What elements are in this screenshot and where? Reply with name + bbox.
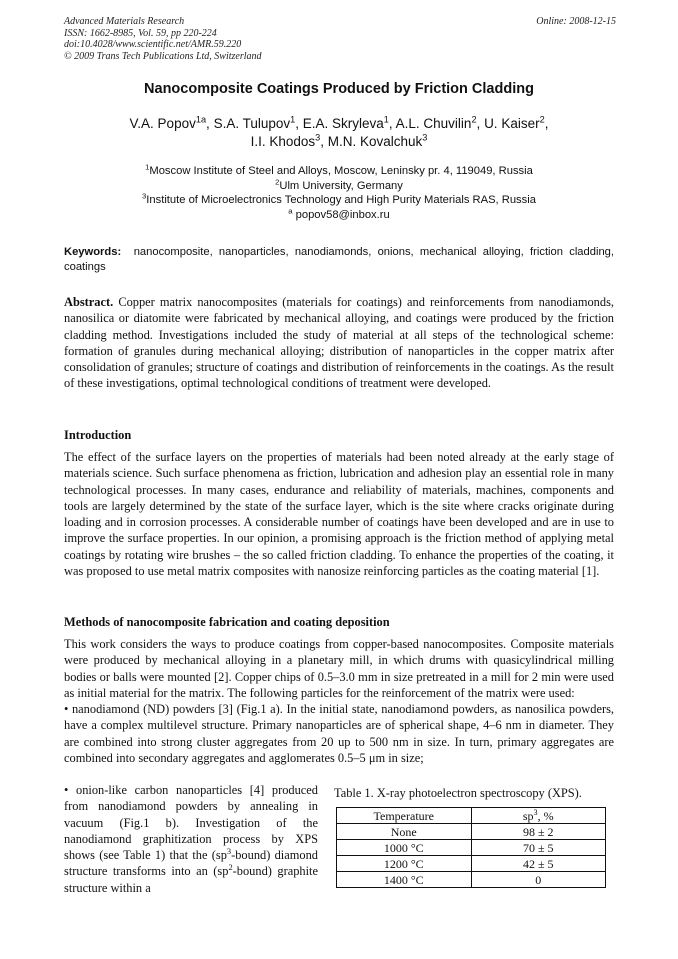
author-sup: 1 (383, 114, 389, 125)
table-row (337, 872, 606, 888)
affil-sup: 2 (275, 176, 280, 186)
affil-sup: 1 (145, 162, 150, 172)
keywords-text: nanocomposite, nanoparticles, nanodiamonds, onions, mechanical alloying, friction cladding, coatings (64, 246, 615, 273)
affiliation-1 (40, 164, 638, 179)
header-sup: 3 (533, 807, 538, 817)
table-row (337, 840, 606, 856)
table-header-sp3 (471, 808, 606, 824)
author: V.A. Popov (129, 116, 196, 131)
table-caption: Table 1. X-ray photoelectron spectroscopy (XPS). (334, 786, 582, 800)
keywords-label: Keywords: (64, 246, 122, 258)
author-sup: 1a (195, 114, 207, 125)
cell-sp3: 98 ± 2 (471, 824, 606, 840)
header-text: , % (537, 808, 554, 823)
cell-sp3: 42 ± 5 (471, 856, 606, 872)
cell-temperature: None (337, 824, 472, 840)
methods-body (64, 636, 614, 766)
cell-temperature: 1200 °C (337, 856, 472, 872)
table-header-row (337, 808, 606, 824)
author: M.N. Kovalchuk (327, 133, 423, 149)
text-sup: 2 (228, 862, 233, 873)
journal-doi: doi:10.4028/www.scientific.net/AMR.59.220 (64, 39, 242, 50)
affiliations (40, 164, 638, 222)
paper-title: Nanocomposite Coatings Produced by Friction Cladding (144, 81, 534, 97)
methods-paragraph-1: This work considers the ways to produce coatings from copper-based nanocomposites. Composite materials were produced by mechanical alloying in a planetary mill, in which drums with quasicylindrical milling bodies or balls were mounted [2]. Copper chips of 0.5–3.0 mm in size pretreated in a mill for 2 min were used as initial material for the matrix. The following particles for the reinforcement of the matrix were used: (64, 637, 614, 700)
affiliation-email (40, 205, 638, 223)
affil-sup: 3 (142, 191, 147, 201)
author-sup: 2 (539, 114, 545, 125)
introduction-text: The effect of the surface layers on the properties of materials had been noted already at the early stage of materials science. Such surface phenomena as friction, lubrication and adhesion play an essential role in many technological processes. In many cases, endurance and reliability of materials, machines, components and tools are largely determined by the state of the surface layer, which is the site where cracks originate during loading and in corrosion processes. A considerable number of coatings have been developed and are in use to improve the surface properties. In our opinion, a promising approach is the friction method of applying metal coatings by rotating wire brushes – the so called friction cladding. To enhance the properties of the coating, it was proposed to use metal matrix composites with nanosize reinforcing particles as the coating material [1]. (64, 450, 614, 579)
text-sup: 3 (226, 846, 232, 857)
affil-sup: a (288, 205, 293, 215)
online-date: Online: 2008-12-15 (536, 16, 616, 27)
abstract (64, 294, 614, 392)
affil-text: Institute of Microelectronics Technology and High Purity Materials RAS, Russia (146, 194, 536, 206)
methods-heading: Methods of nanocomposite fabrication and coating deposition (64, 615, 390, 629)
author-sup: 3 (315, 132, 321, 142)
journal-name: Advanced Materials Research (64, 16, 185, 27)
author: A.L. Chuvilin (395, 116, 472, 131)
journal-header (64, 16, 616, 62)
affil-text: Ulm University, Germany (279, 179, 403, 192)
table-header-temperature: Temperature (337, 808, 472, 824)
table-row (337, 856, 606, 872)
abstract-text: Copper matrix nanocomposites (materials for coatings) and reinforcements from nanodiamonds, nanosilica or diatomite were fabricated by mechanical alloying, and coatings were produced by the friction cladding method. Investigations included the study of material at all steps of the technological scheme: formation of granules during mechanical alloying; distribution of nanoparticles in the copper matrix after consolidation of granules; structure of coatings and distribution of reinforcements in the coatings. As the result of these investigations, optimal technological conditions of treatment were developed. (64, 295, 614, 391)
abstract-label: Abstract. (64, 295, 114, 309)
keywords (64, 245, 614, 274)
email-link[interactable]: popov58@inbox.ru (295, 208, 390, 221)
text-run: -bound) diamond structure transforms into an (sp (64, 848, 318, 879)
affiliation-3 (40, 193, 638, 208)
text-run: • onion-like carbon nanoparticles [4] produced from nanodiamond powders by annealing in vacuum (Fig.1 b). Investigation of the nanodiamond graphitization process by XPS shows (see Table 1) that the (sp (64, 783, 318, 863)
introduction-heading: Introduction (64, 428, 132, 442)
cell-temperature: 1000 °C (337, 840, 472, 856)
header-text: sp (522, 808, 534, 823)
author: S.A. Tulupov (213, 116, 291, 131)
journal-issn: ISSN: 1662-8985, Vol. 59, pp 220-224 (64, 27, 217, 39)
table-row (337, 824, 606, 840)
cell-sp3: 70 ± 5 (471, 840, 606, 856)
affil-text: Moscow Institute of Steel and Alloys, Moscow, Leninsky pr. 4, 119049, Russia (149, 165, 533, 177)
author: U. Kaiser (484, 116, 540, 131)
journal-copyright: © 2009 Trans Tech Publications Ltd, Switzerland (64, 50, 262, 62)
methods-paragraph-2: • nanodiamond (ND) powders [3] (Fig.1 a). In the initial state, nanodiamond powders, as nanosilica powders, have a complex multilevel structure. Primary nanoparticles are of spherical shape, 4–6 nm in diameter. They are combined into strong cluster aggregates from 20 up to 500 nm in size. In turn, primary aggregates are combined into secondary aggregates and agglomerates 0.5–5 μm in size; (64, 702, 614, 766)
affiliation-2 (40, 176, 638, 194)
xps-table (336, 807, 606, 888)
author: E.A. Skryleva (302, 116, 384, 131)
author-list: V.A. Popov$^{1a}$, S.A. Tulupov$^1$, E.A. Skryleva$^1$, A.L. Chuvilin$^2$, U. Kaiser$^2$, I.I. Khodos$^3$, M.N. Kovalchuk$^3$ (129, 114, 549, 149)
text-run: -bound) graphite structure within a (64, 864, 318, 895)
author: I.I. Khodos (250, 133, 316, 149)
author-sup: 3 (422, 132, 428, 142)
cell-sp3: 0 (471, 872, 606, 888)
cell-temperature: 1400 °C (337, 872, 472, 888)
author-sup: 2 (471, 114, 477, 125)
author-sup: 1 (290, 114, 296, 125)
methods-paragraph-3 (64, 782, 318, 896)
